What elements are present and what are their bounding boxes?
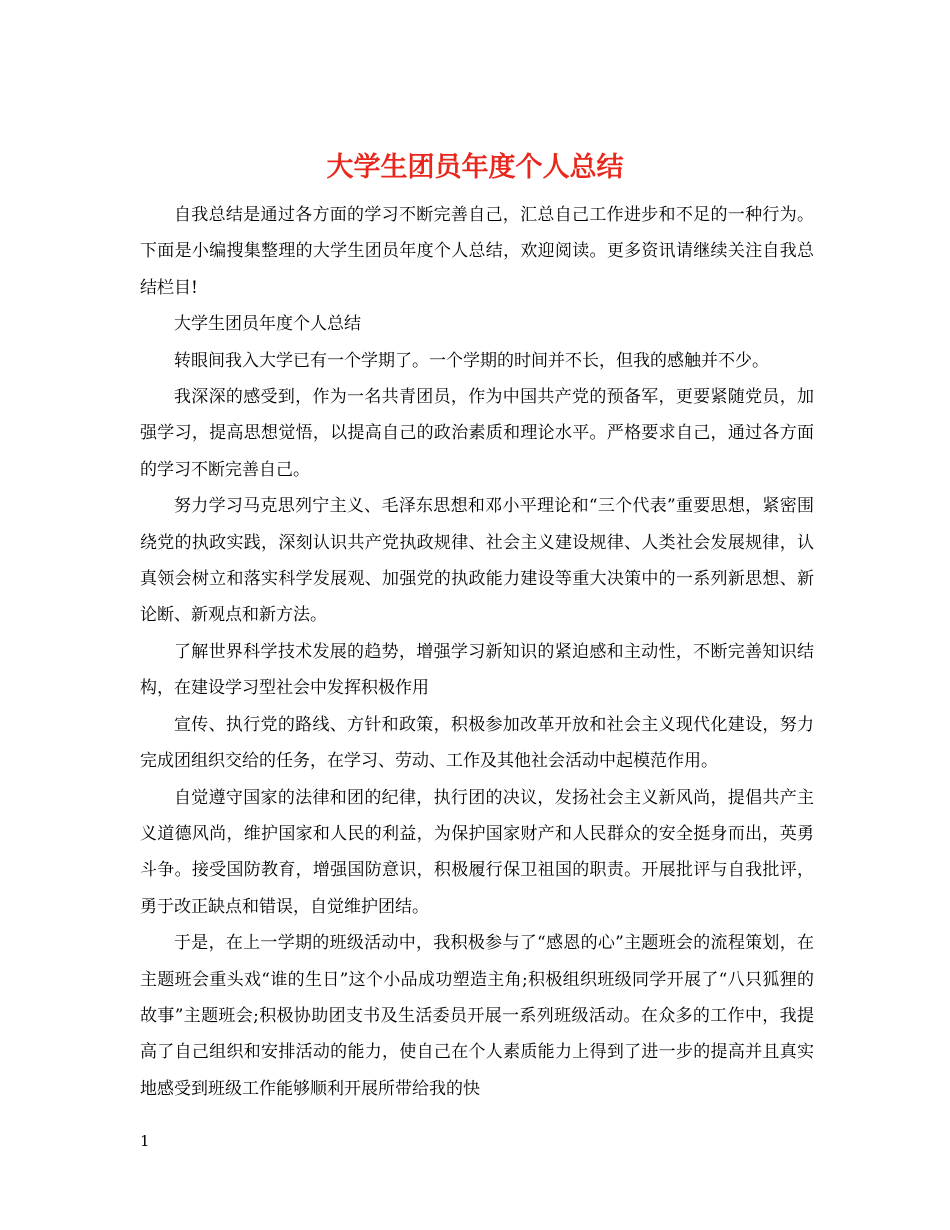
paragraph-6: 宣传、执行党的路线、方针和政策，积极参加改革开放和社会主义现代化建设，努力完成团组织交给的任务，在学习、劳动、工作及其他社会活动中起模范作用。 (140, 714, 814, 772)
paragraph-3: 我深深的感受到，作为一名共青团员，作为中国共产党的预备军，更要紧随党员，加强学习，提高思想觉悟，以提高自己的政治素质和理论水平。严格要求自己，通过各方面的学习不断完善自己。 (140, 387, 814, 480)
paragraph-intro: 自我总结是通过各方面的学习不断完善自己，汇总自己工作进步和不足的一种行为。下面是小编搜集整理的大学生团员年度个人总结，欢迎阅读。更多资讯请继续关注自我总结栏目! (140, 205, 814, 298)
paragraph-7: 自觉遵守国家的法律和团的纪律，执行团的决议，发扬社会主义新风尚，提倡共产主义道德风尚，维护国家和人民的利益，为保护国家财产和人民群众的安全挺身而出，英勇斗争。接受国防教育，增强国防意识，积极履行保卫祖国的职责。开展批评与自我批评，勇于改正缺点和错误，自觉维护团结。 (140, 787, 814, 917)
page-number: 1 (140, 1132, 150, 1150)
paragraph-5: 了解世界科学技术发展的趋势，增强学习新知识的紧迫感和主动性，不断完善知识结构，在建设学习型社会中发挥积极作用 (140, 641, 814, 699)
document-title: 大学生团员年度个人总结 (326, 152, 624, 184)
paragraph-2: 转眼间我入大学已有一个学期了。一个学期的时间并不长，但我的感触并不少。 (174, 350, 769, 371)
paragraph-4: 努力学习马克思列宁主义、毛泽东思想和邓小平理论和“三个代表”重要思想，紧密围绕党的执政实践，深刻认识共产党执政规律、社会主义建设规律、人类社会发展规律，认真领会树立和落实科学发展观、加强党的执政能力建设等重大决策中的一系列新思想、新论断、新观点和新方法。 (140, 496, 814, 626)
paragraph-8: 于是，在上一学期的班级活动中，我积极参与了“感恩的心”主题班会的流程策划，在主题班会重头戏“谁的生日”这个小品成功塑造主角;积极组织班级同学开展了“八只狐狸的故事”主题班会;积极协助团支书及生活委员开展一系列班级活动。在众多的工作中，我提高了自己组织和安排活动的能力，使自己在个人素质能力上得到了进一步的提高并且真实地感受到班级工作能够顺利开展所带给我的快 (140, 933, 814, 1099)
document-body (140, 197, 814, 1107)
paragraph-subtitle: 大学生团员年度个人总结 (174, 314, 361, 335)
